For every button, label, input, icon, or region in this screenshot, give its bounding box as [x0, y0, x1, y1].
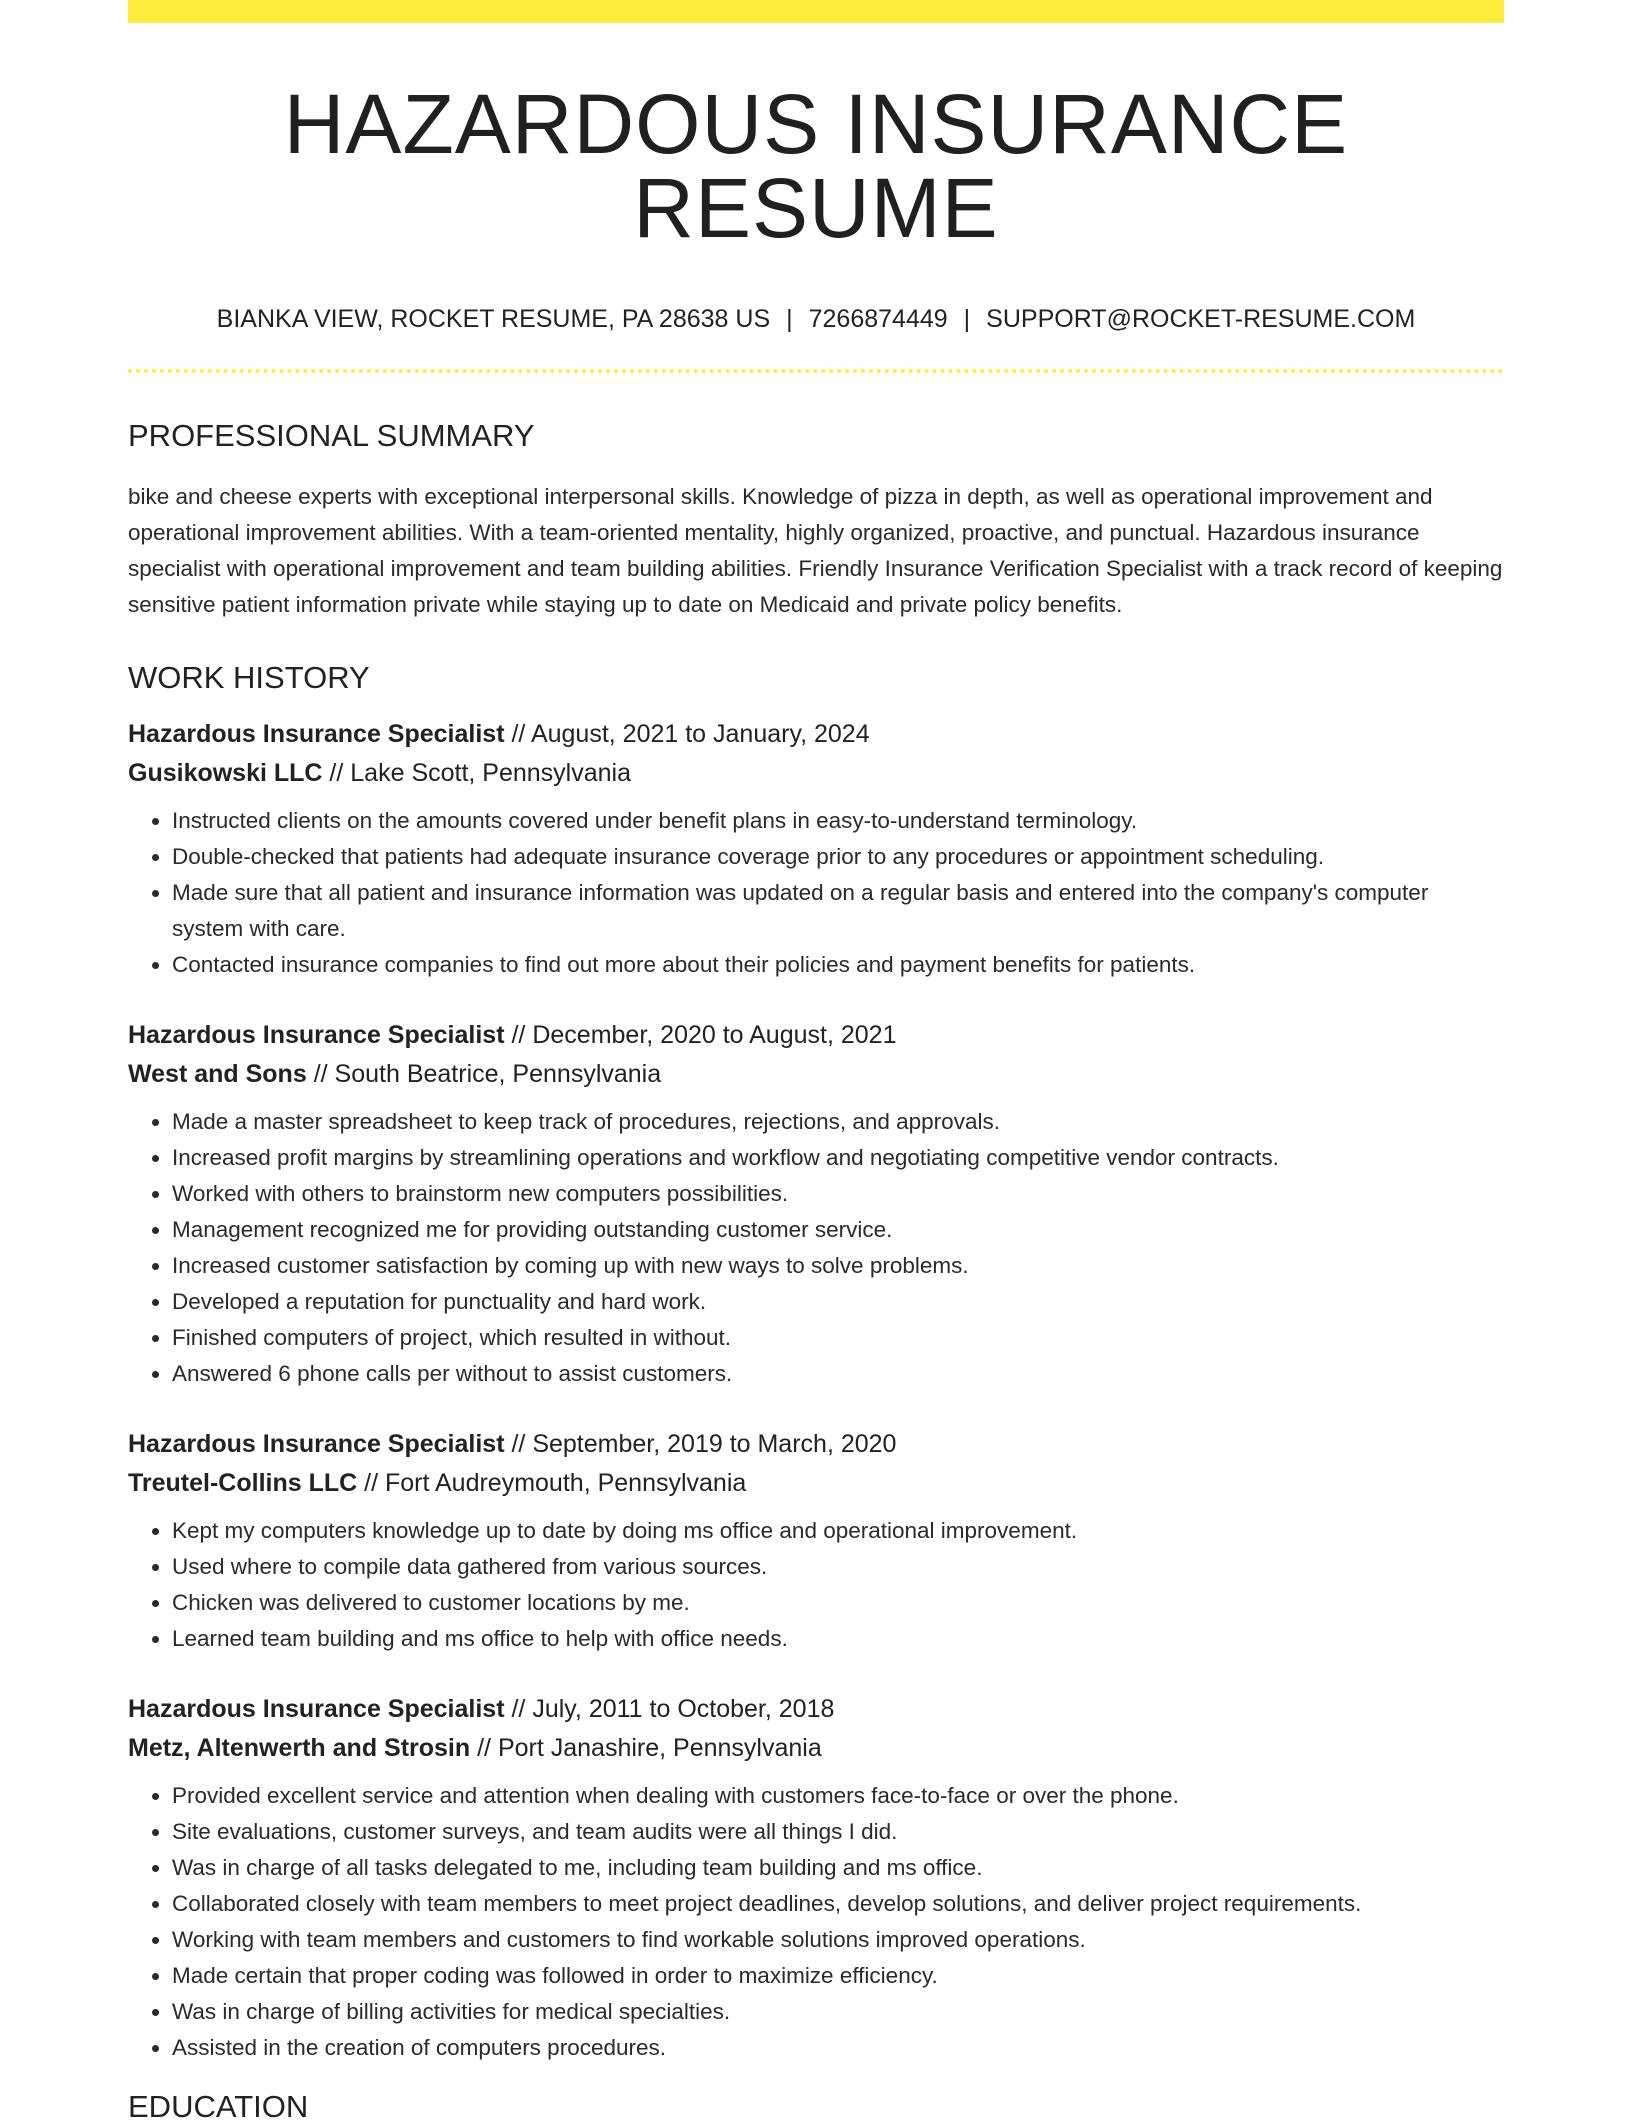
date-separator: //: [470, 1734, 498, 1762]
job-bullet: • Answered 6 phone calls per without to assist customers.: [172, 1356, 1504, 1392]
job-entry: [128, 1016, 1504, 1392]
job-location: South Beatrice, Pennsylvania: [334, 1060, 662, 1088]
job-location: Port Janashire, Pennsylvania: [497, 1734, 822, 1762]
job-bullets: [128, 1513, 1504, 1657]
job-company-line: [128, 1729, 1504, 1768]
job-title-line: [128, 1690, 1504, 1729]
date-separator: //: [322, 759, 351, 787]
job-bullet: • Finished computers of project, which resulted in without.: [172, 1320, 1504, 1356]
job-title-line: [128, 1425, 1504, 1464]
job-company-line: [128, 754, 1504, 793]
job-bullet: • Double-checked that patients had adequate insurance coverage prior to any procedures or appointment scheduling.: [172, 839, 1504, 875]
job-location: Lake Scott, Pennsylvania: [350, 759, 632, 787]
job-entry: [128, 1425, 1504, 1657]
job-bullets: [128, 803, 1504, 983]
job-dates: September, 2019 to March, 2020: [532, 1430, 897, 1458]
job-company: Treutel-Collins LLC: [128, 1469, 358, 1497]
job-dates: December, 2020 to August, 2021: [532, 1021, 897, 1049]
job-bullet: • Working with team members and customers to find workable solutions improved operations.: [172, 1922, 1504, 1958]
job-company: Metz, Altenwerth and Strosin: [128, 1734, 471, 1762]
job-location: Fort Audreymouth, Pennsylvania: [384, 1469, 747, 1497]
job-bullet: • Site evaluations, customer surveys, and team audits were all things I did.: [172, 1814, 1504, 1850]
job-bullet: • Was in charge of all tasks delegated to me, including team building and ms office.: [172, 1850, 1504, 1886]
job-bullet: • Worked with others to brainstorm new computers possibilities.: [172, 1176, 1504, 1212]
job-bullet: • Management recognized me for providing outstanding customer service.: [172, 1212, 1504, 1248]
job-title: Hazardous Insurance Specialist: [128, 1021, 505, 1049]
job-company-line: [128, 1464, 1504, 1503]
job-bullets: [128, 1104, 1504, 1392]
work-history-heading: WORK HISTORY: [128, 660, 370, 695]
job-bullet: • Chicken was delivered to customer locations by me.: [172, 1585, 1504, 1621]
job-bullet: • Kept my computers knowledge up to date by doing ms office and operational improvement.: [172, 1513, 1504, 1549]
job-bullet: • Provided excellent service and attention when dealing with customers face-to-face or over the phone.: [172, 1778, 1504, 1814]
job-bullet: • Learned team building and ms office to help with office needs.: [172, 1621, 1504, 1657]
date-separator: //: [504, 1695, 533, 1723]
job-company: Gusikowski LLC: [128, 759, 323, 787]
job-bullet: • Was in charge of billing activities for medical specialties.: [172, 1994, 1504, 2030]
date-separator: //: [504, 1021, 533, 1049]
summary-heading: PROFESSIONAL SUMMARY: [128, 418, 535, 453]
job-bullet: • Developed a reputation for punctuality and hard work.: [172, 1284, 1504, 1320]
contact-address: BIANKA VIEW, ROCKET RESUME, PA 28638 US: [216, 305, 771, 333]
summary-text: bike and cheese experts with exceptional interpersonal skills. Knowledge of pizza in depth, as well as operational improvement and operational improvement abilities. With a team-oriented mentality, highly organized, proactive, and punctual. Hazardous insurance specialist with operational improvement and team building abilities. Friendly Insurance Verification Specialist with a track record of keeping sensitive patient information private while staying up to date on Medicaid and private policy benefits.: [128, 484, 1503, 617]
job-dates: August, 2021 to January, 2024: [530, 720, 870, 748]
contact-separator: |: [963, 305, 971, 333]
contact-line: [128, 307, 1504, 332]
date-separator: //: [357, 1469, 385, 1497]
job-bullet: • Increased customer satisfaction by coming up with new ways to solve problems.: [172, 1248, 1504, 1284]
job-entry: [128, 715, 1504, 983]
contact-phone: 7266874449: [808, 305, 948, 333]
job-bullet: • Made certain that proper coding was followed in order to maximize efficiency.: [172, 1958, 1504, 1994]
job-title: Hazardous Insurance Specialist: [128, 720, 505, 748]
education-heading: EDUCATION: [128, 2089, 309, 2124]
job-title-line: [128, 715, 1504, 754]
dotted-divider: [128, 369, 1504, 373]
job-bullet: • Made a master spreadsheet to keep track of procedures, rejections, and approvals.: [172, 1104, 1504, 1140]
accent-top-bar: [128, 0, 1504, 23]
job-title-line: [128, 1016, 1504, 1055]
job-bullet: • Assisted in the creation of computers procedures.: [172, 2030, 1504, 2066]
job-bullet: • Increased profit margins by streamlining operations and workflow and negotiating competitive vendor contracts.: [172, 1140, 1504, 1176]
contact-separator: |: [786, 305, 793, 333]
date-separator: //: [306, 1060, 335, 1088]
date-separator: //: [504, 1430, 533, 1458]
job-title: Hazardous Insurance Specialist: [128, 1695, 505, 1723]
job-entry: [128, 1690, 1504, 2066]
resume-title: HAZARDOUS INSURANCE RESUME: [283, 77, 1349, 255]
job-title: Hazardous Insurance Specialist: [128, 1430, 505, 1458]
job-dates: July, 2011 to October, 2018: [532, 1695, 835, 1723]
job-bullet: • Instructed clients on the amounts covered under benefit plans in easy-to-understand terminology.: [172, 803, 1504, 839]
job-bullet: • Contacted insurance companies to find out more about their policies and payment benefits for patients.: [172, 947, 1504, 983]
job-company-line: [128, 1055, 1504, 1094]
job-bullet: • Used where to compile data gathered from various sources.: [172, 1549, 1504, 1585]
date-separator: //: [504, 720, 531, 748]
resume-page: [128, 0, 1504, 2122]
job-company: West and Sons: [128, 1060, 307, 1088]
contact-email: SUPPORT@ROCKET-RESUME.COM: [986, 305, 1416, 333]
job-bullets: [128, 1778, 1504, 2066]
job-bullet: • Made sure that all patient and insurance information was updated on a regular basis and entered into the company's computer system with care.: [172, 875, 1504, 947]
job-bullet: • Collaborated closely with team members to meet project deadlines, develop solutions, and deliver project requirements.: [172, 1886, 1504, 1922]
